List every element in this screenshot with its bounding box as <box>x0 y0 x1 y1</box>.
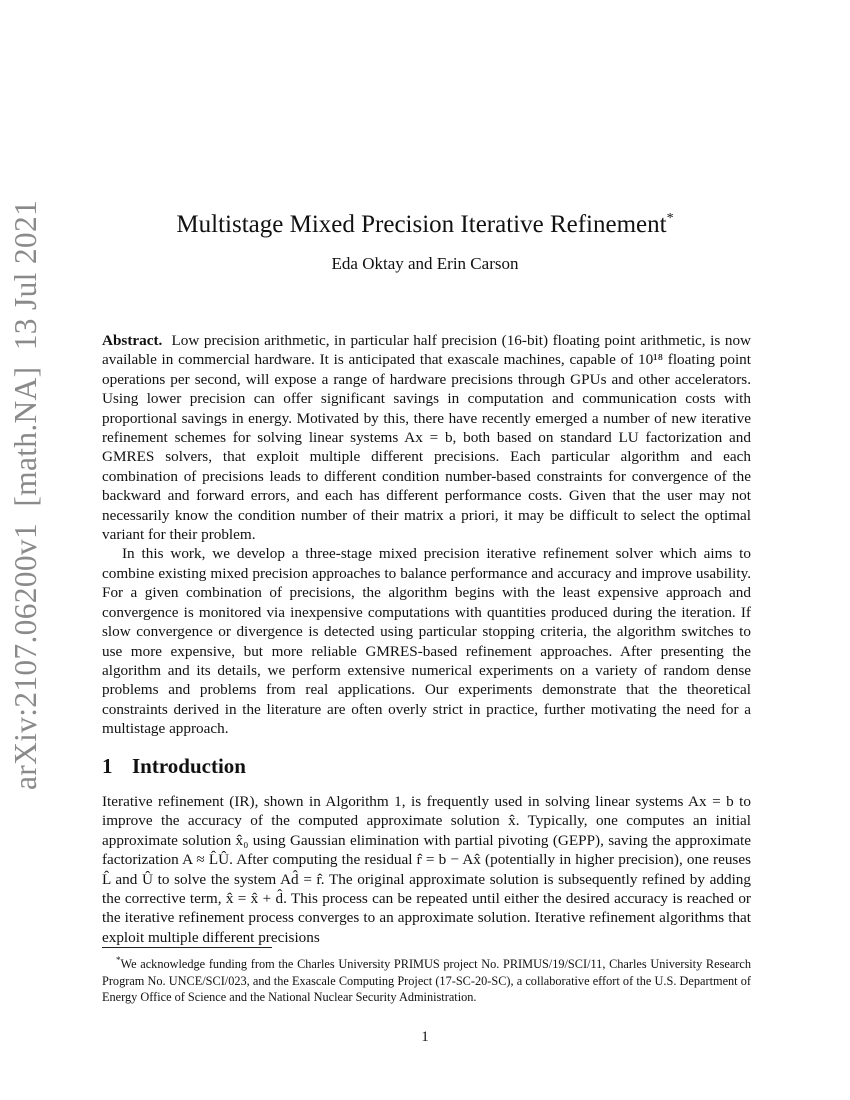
section-heading-introduction <box>102 752 246 780</box>
paper-title-block <box>0 203 850 241</box>
paper-title: Multistage Mixed Precision Iterative Refinement <box>176 211 667 238</box>
abstract-text-1: Low precision arithmetic, in particular half precision (16-bit) floating point arithmetic, is now available in commercial hardware. It is anticipated that exascale machines, capable of 10¹⁸ floating point operations per second, will expose a range of hardware precisions through GPUs and other accelerators. Using lower precision can offer significant savings in computation and communication costs with proportional savings in energy. Motivated by this, there have recently emerged a number of new iterative refinement schemes for solving linear systems Ax = b, both based on standard LU factorization and GMRES solvers, that exploit multiple different precisions. Each particular algorithm and each combination of precisions leads to different condition number-based constraints for convergence of the backward and forward errors, and each has different performance costs. Given that the user may not necessarily know the condition number of their matrix a priori, it may be difficult to select the optimal variant for their problem. <box>102 332 752 544</box>
abstract-paragraph-1 <box>102 331 751 544</box>
footnote-text: We acknowledge funding from the Charles University PRIMUS project No. PRIMUS/19/SCI/11, Charles University Research Program No. UNCE/SCI/023, and the Exascale Computing Project (17-SC-20-SC), a collaborative effort of the U.S. Department of Energy Office of Science and the National Nuclear Security Administration. <box>102 957 751 1005</box>
footnote <box>102 952 751 1006</box>
footnote-marker: * <box>116 955 121 965</box>
arxiv-identifier-stamp: arXiv:2107.06200v1 [math.NA] 13 Jul 2021 <box>8 199 43 790</box>
abstract-paragraph-2: In this work, we develop a three-stage mixed precision iterative refinement solver which aims to combine existing mixed precision approaches to balance performance and accuracy and improve usability. For a given combination of precisions, the algorithm begins with the least expensive approach and convergence is monitored via inexpensive computations with quantities produced during the iteration. If slow convergence or divergence is detected using particular stopping criteria, the algorithm switches to use more expensive, but more reliable GMRES-based refinement approaches. After presenting the algorithm and its details, we perform extensive numerical experiments on a variety of random dense problems and problems from real applications. Our experiments demonstrate that the theoretical constraints derived in the literature are often overly strict in practice, further motivating the need for a multistage approach. <box>102 545 751 738</box>
title-footnote-marker: * <box>666 211 674 226</box>
abstract-label: Abstract. <box>102 332 163 349</box>
page-number: 1 <box>421 1029 429 1045</box>
section-title: Introduction <box>132 754 246 778</box>
author-list: Eda Oktay and Erin Carson <box>331 254 519 273</box>
footnote-divider <box>102 947 272 948</box>
abstract <box>102 331 751 739</box>
introduction-paragraph: Iterative refinement (IR), shown in Algorithm 1, is frequently used in solving linear systems Ax = b to improve the accuracy of the computed approximate solution x̂. Typically, one computes an initial approximate solution x̂₀ using Gaussian elimination with partial pivoting (GEPP), saving the approximate factorization A ≈ L̂Û. After computing the residual r̂ = b − Ax̂ (potentially in higher precision), one reuses L̂ and Û to solve the system Ad̂ = r̂. The original approximate solution is subsequently refined by adding the corrective term, x̂ = x̂ + d̂. This process can be repeated until either the desired accuracy is reached or the iterative refinement process converges to an approximate solution. Iterative refinement algorithms that exploit multiple different precisions <box>102 793 751 946</box>
section-number: 1 <box>102 754 113 778</box>
